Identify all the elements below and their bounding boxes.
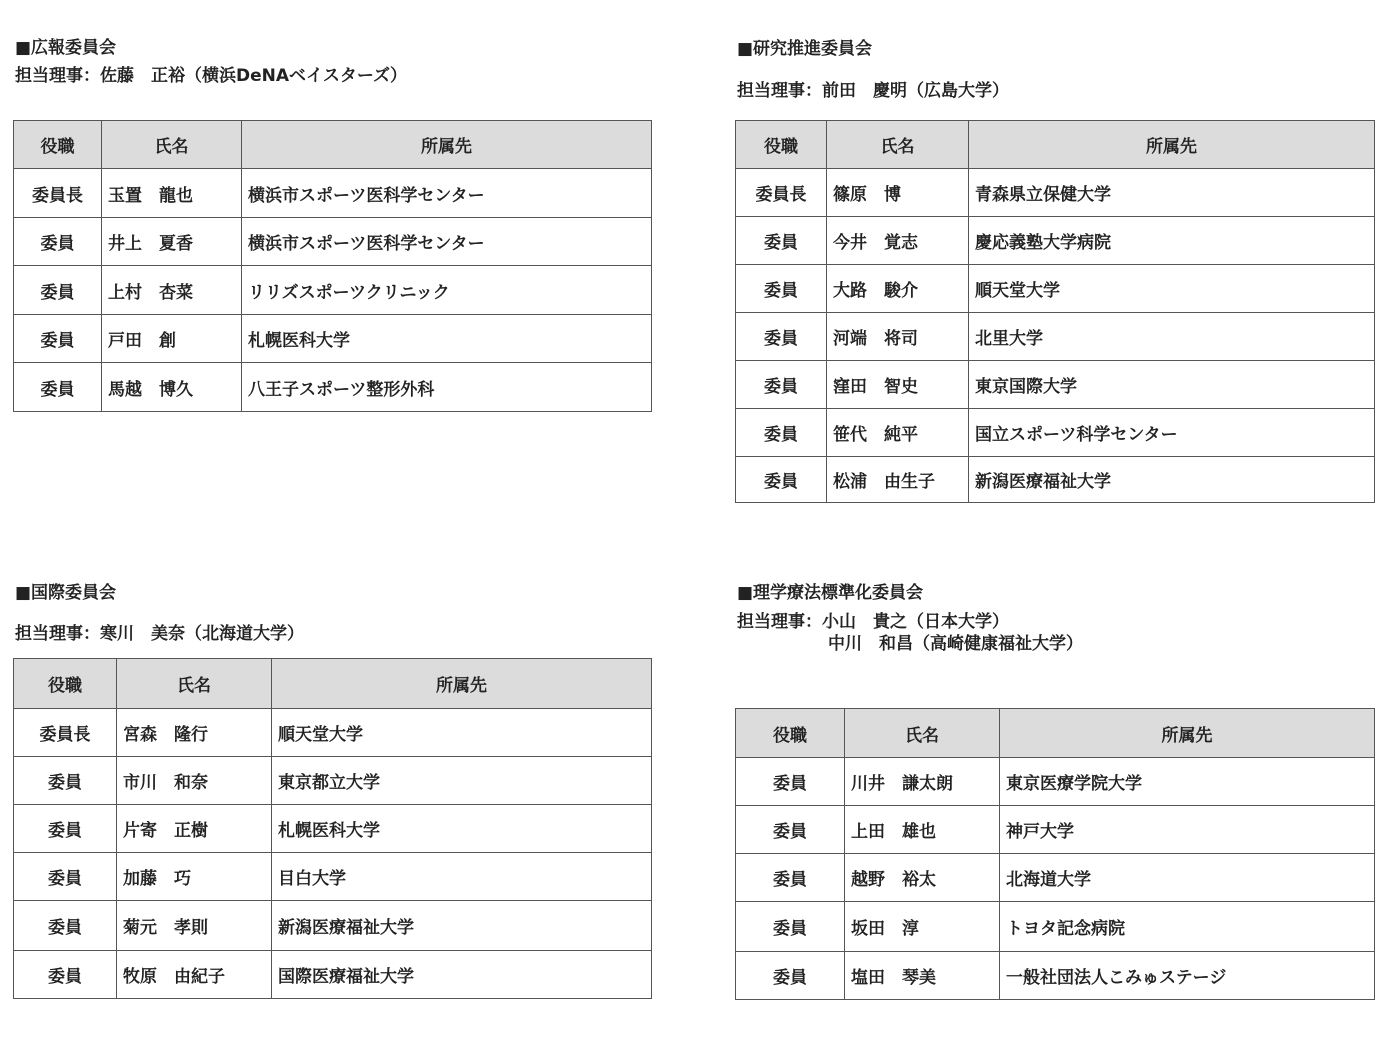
member-affiliation: 東京医療学院大学: [1000, 758, 1375, 806]
table-row: [14, 169, 652, 218]
table-row: [14, 853, 652, 901]
member-name: 玉置 龍也: [102, 169, 242, 218]
member-affiliation: 順天堂大学: [969, 265, 1375, 313]
member-role: 委員: [14, 951, 117, 999]
table-row: [736, 952, 1375, 1000]
member-name: 馬越 博久: [102, 363, 242, 412]
member-affiliation: 新潟医療福祉大学: [969, 457, 1375, 503]
member-table-standardization: [735, 708, 1375, 1000]
table-row: [14, 709, 652, 757]
member-affiliation: 青森県立保健大学: [969, 169, 1375, 217]
member-role: 委員長: [14, 169, 102, 218]
header-affiliation: 所属先: [969, 121, 1375, 169]
member-role: 委員: [14, 853, 117, 901]
member-name: 戸田 創: [102, 315, 242, 363]
member-affiliation: 東京国際大学: [969, 361, 1375, 409]
member-affiliation: 国際医療福祉大学: [272, 951, 652, 999]
member-name: 上田 雄也: [845, 806, 1000, 854]
member-role: 委員: [14, 805, 117, 853]
member-name: 河端 将司: [827, 313, 969, 361]
table-row: [14, 266, 652, 315]
table-header-row: [736, 709, 1375, 758]
member-affiliation: 国立スポーツ科学センター: [969, 409, 1375, 457]
member-affiliation: 神戸大学: [1000, 806, 1375, 854]
table-row: [14, 951, 652, 999]
member-affiliation: 目白大学: [272, 853, 652, 901]
member-affiliation: 八王子スポーツ整形外科: [242, 363, 652, 412]
member-role: 委員: [736, 902, 845, 952]
member-role: 委員長: [736, 169, 827, 217]
header-role: 役職: [14, 659, 117, 709]
member-name: 菊元 孝則: [117, 901, 272, 951]
table-row: [14, 805, 652, 853]
member-affiliation: 慶応義塾大学病院: [969, 217, 1375, 265]
member-affiliation: 順天堂大学: [272, 709, 652, 757]
table-row: [736, 169, 1375, 217]
member-affiliation: トヨタ記念病院: [1000, 902, 1375, 952]
member-table-pr: [13, 120, 652, 412]
table-row: [14, 218, 652, 266]
member-name: 篠原 博: [827, 169, 969, 217]
officer-line: 担当理事：佐藤 正裕（横浜DeNAベイスターズ）: [15, 66, 408, 86]
header-role: 役職: [14, 121, 102, 169]
table-row: [14, 757, 652, 805]
member-role: 委員: [736, 952, 845, 1000]
member-name: 大路 駿介: [827, 265, 969, 313]
member-role: 委員: [736, 313, 827, 361]
table-header-row: [736, 121, 1375, 169]
member-affiliation: 横浜市スポーツ医科学センター: [242, 169, 652, 218]
member-name: 片寄 正樹: [117, 805, 272, 853]
member-role: 委員: [736, 217, 827, 265]
member-role: 委員: [14, 363, 102, 412]
header-affiliation: 所属先: [1000, 709, 1375, 758]
member-role: 委員: [736, 758, 845, 806]
header-name: 氏名: [827, 121, 969, 169]
member-role: 委員: [736, 854, 845, 902]
member-affiliation: 札幌医科大学: [242, 315, 652, 363]
member-name: 坂田 淳: [845, 902, 1000, 952]
table-row: [14, 363, 652, 412]
member-affiliation: 北里大学: [969, 313, 1375, 361]
member-affiliation: 札幌医科大学: [272, 805, 652, 853]
member-role: 委員長: [14, 709, 117, 757]
member-name: 上村 杏菜: [102, 266, 242, 315]
member-table-research: [735, 120, 1375, 503]
officer-lines: [737, 611, 1083, 655]
committee-title-research: ■研究推進委員会: [737, 39, 873, 59]
header-name: 氏名: [117, 659, 272, 709]
header-affiliation: 所属先: [242, 121, 652, 169]
table-header-row: [14, 659, 652, 709]
member-affiliation: 新潟医療福祉大学: [272, 901, 652, 951]
table-row: [736, 806, 1375, 854]
committee-title-standardization: ■理学療法標準化委員会: [737, 583, 924, 603]
member-name: 松浦 由生子: [827, 457, 969, 503]
member-affiliation: 北海道大学: [1000, 854, 1375, 902]
member-affiliation: 横浜市スポーツ医科学センター: [242, 218, 652, 266]
member-role: 委員: [736, 409, 827, 457]
member-role: 委員: [14, 266, 102, 315]
member-role: 委員: [14, 757, 117, 805]
table-row: [14, 315, 652, 363]
member-name: 今井 覚志: [827, 217, 969, 265]
member-affiliation: 一般社団法人こみゅステージ: [1000, 952, 1375, 1000]
member-name: 牧原 由紀子: [117, 951, 272, 999]
member-table-international: [13, 658, 652, 999]
committee-title-pr: ■広報委員会: [15, 38, 117, 58]
officer-line: 担当理事：寒川 美奈（北海道大学）: [15, 624, 304, 644]
header-role: 役職: [736, 709, 845, 758]
officer-line: 担当理事：前田 慶明（広島大学）: [737, 81, 1009, 101]
table-row: [736, 265, 1375, 313]
member-role: 委員: [14, 218, 102, 266]
member-name: 宮森 隆行: [117, 709, 272, 757]
member-affiliation: リリズスポーツクリニック: [242, 266, 652, 315]
committee-title-international: ■国際委員会: [15, 583, 117, 603]
member-role: 委員: [736, 265, 827, 313]
member-name: 市川 和奈: [117, 757, 272, 805]
member-name: 越野 裕太: [845, 854, 1000, 902]
member-role: 委員: [736, 806, 845, 854]
member-name: 井上 夏香: [102, 218, 242, 266]
member-role: 委員: [736, 361, 827, 409]
member-name: 加藤 巧: [117, 853, 272, 901]
member-name: 川井 謙太朗: [845, 758, 1000, 806]
table-row: [736, 758, 1375, 806]
table-header-row: [14, 121, 652, 169]
table-row: [736, 313, 1375, 361]
member-role: 委員: [14, 315, 102, 363]
member-name: 塩田 琴美: [845, 952, 1000, 1000]
header-role: 役職: [736, 121, 827, 169]
member-affiliation: 東京都立大学: [272, 757, 652, 805]
member-name: 窪田 智史: [827, 361, 969, 409]
header-name: 氏名: [845, 709, 1000, 758]
table-row: [736, 217, 1375, 265]
officer-line: 中川 和昌（高崎健康福祉大学）: [828, 634, 1083, 654]
table-row: [736, 902, 1375, 952]
table-row: [14, 901, 652, 951]
table-row: [736, 409, 1375, 457]
header-name: 氏名: [102, 121, 242, 169]
table-row: [736, 361, 1375, 409]
member-role: 委員: [736, 457, 827, 503]
table-row: [736, 457, 1375, 503]
table-row: [736, 854, 1375, 902]
officer-line: 担当理事：小山 貴之（日本大学）: [737, 612, 1009, 632]
header-affiliation: 所属先: [272, 659, 652, 709]
member-role: 委員: [14, 901, 117, 951]
member-name: 笹代 純平: [827, 409, 969, 457]
